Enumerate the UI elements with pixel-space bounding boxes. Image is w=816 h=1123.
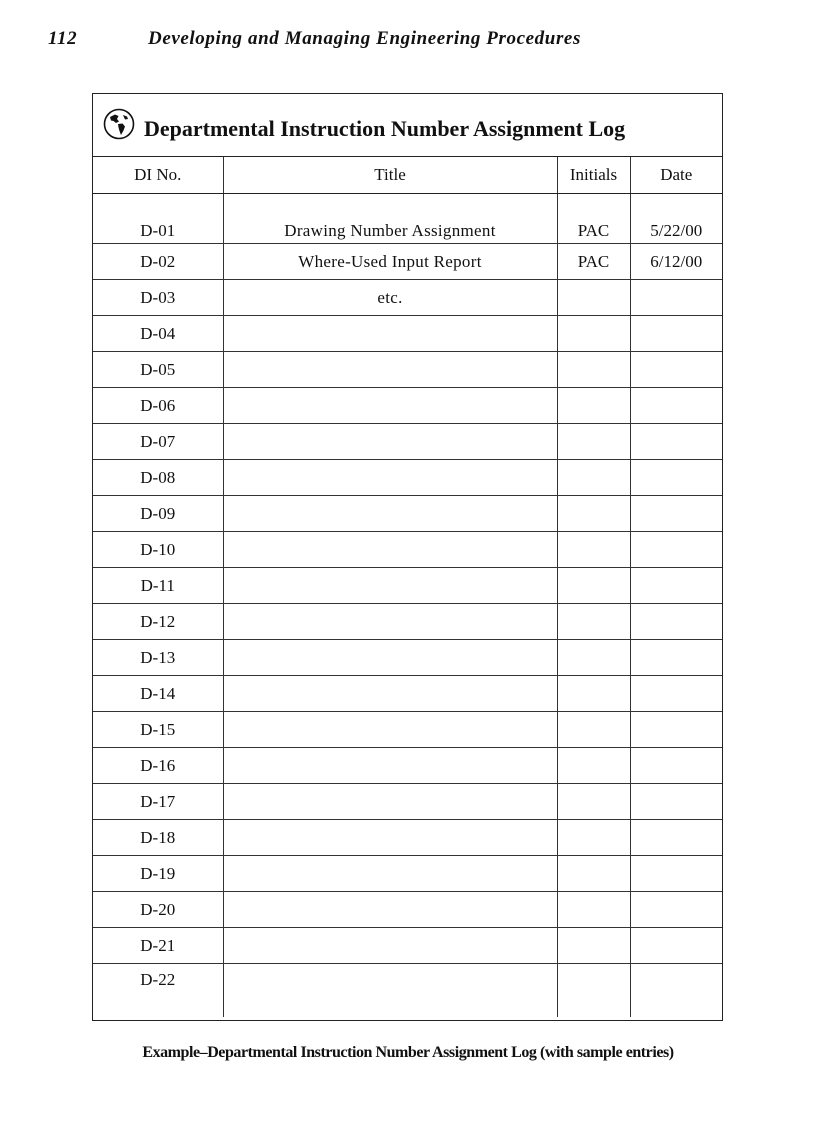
initials-cell [557,604,630,640]
table-row [93,964,722,1018]
date-cell [630,424,722,460]
date-cell [630,892,722,928]
table-header-row [93,157,722,194]
table-row [93,748,722,784]
di-number-cell: D-04 [93,316,223,352]
di-number-cell: D-19 [93,856,223,892]
title-cell [223,892,557,928]
di-number-cell: D-15 [93,712,223,748]
di-number-cell: D-08 [93,460,223,496]
form-title: Departmental Instruction Number Assignment Log [144,116,626,141]
initials-cell: PAC [557,244,630,280]
table-row [93,388,722,424]
title-cell: Drawing Number Assignment [223,194,557,244]
initials-cell [557,568,630,604]
di-number-cell: D-11 [93,568,223,604]
initials-cell [557,640,630,676]
title-cell [223,604,557,640]
page-number: 112 [48,28,78,49]
title-cell [223,424,557,460]
di-number-cell: D-21 [93,928,223,964]
table-row [93,604,722,640]
table-row [93,856,722,892]
table-row [93,194,722,244]
table-row [93,352,722,388]
table-row [93,820,722,856]
table-row [93,280,722,316]
initials-cell [557,892,630,928]
title-cell [223,316,557,352]
date-cell: 5/22/00 [630,194,722,244]
title-cell [223,496,557,532]
initials-cell [557,460,630,496]
figure-caption: Example–Departmental Instruction Number Assignment Log (with sample entries) [142,1044,674,1061]
date-cell [630,964,722,1018]
initials-cell [557,712,630,748]
di-number-cell: D-22 [93,964,223,1018]
title-cell [223,928,557,964]
date-cell [630,568,722,604]
initials-cell [557,352,630,388]
di-number-cell: D-02 [93,244,223,280]
date-cell [630,928,722,964]
title-cell [223,640,557,676]
initials-cell [557,424,630,460]
initials-cell [557,532,630,568]
date-cell [630,820,722,856]
table-row [93,316,722,352]
di-number-cell: D-12 [93,604,223,640]
initials-cell [557,928,630,964]
di-number-cell: D-10 [93,532,223,568]
initials-cell [557,316,630,352]
title-cell [223,964,557,1018]
table-row [93,640,722,676]
title-cell [223,676,557,712]
table-row [93,676,722,712]
table-row [93,532,722,568]
form-header [93,94,722,157]
di-number-cell: D-18 [93,820,223,856]
initials-cell [557,964,630,1018]
table-body [93,194,722,1018]
table-row [93,496,722,532]
title-cell [223,352,557,388]
assignment-log-table [93,157,722,1017]
table-row [93,424,722,460]
title-cell [223,712,557,748]
column-header-date: Date [630,157,722,194]
di-number-cell: D-09 [93,496,223,532]
date-cell [630,784,722,820]
title-cell [223,820,557,856]
di-number-cell: D-01 [93,194,223,244]
di-number-cell: D-05 [93,352,223,388]
initials-cell: PAC [557,194,630,244]
title-cell [223,568,557,604]
di-number-cell: D-14 [93,676,223,712]
di-number-cell: D-17 [93,784,223,820]
di-number-cell: D-16 [93,748,223,784]
date-cell [630,640,722,676]
initials-cell [557,748,630,784]
running-head [48,28,581,50]
title-cell: etc. [223,280,557,316]
column-header-title: Title [223,157,557,194]
title-cell [223,532,557,568]
book-title: Developing and Managing Engineering Procedures [148,28,581,49]
date-cell [630,496,722,532]
column-header-di-no: DI No. [93,157,223,194]
date-cell [630,676,722,712]
di-number-cell: D-13 [93,640,223,676]
di-number-cell: D-07 [93,424,223,460]
di-number-cell: D-06 [93,388,223,424]
initials-cell [557,856,630,892]
table-row [93,928,722,964]
table-row [93,244,722,280]
initials-cell [557,496,630,532]
date-cell: 6/12/00 [630,244,722,280]
table-row [93,568,722,604]
date-cell [630,388,722,424]
initials-cell [557,820,630,856]
initials-cell [557,676,630,712]
title-cell [223,784,557,820]
date-cell [630,352,722,388]
table-row [93,712,722,748]
table-row [93,892,722,928]
table-row [93,460,722,496]
di-number-cell: D-03 [93,280,223,316]
date-cell [630,712,722,748]
globe-icon [103,108,135,140]
title-cell: Where-Used Input Report [223,244,557,280]
column-header-initials: Initials [557,157,630,194]
table-row [93,784,722,820]
initials-cell [557,280,630,316]
initials-cell [557,784,630,820]
assignment-log-form [92,93,723,1021]
date-cell [630,460,722,496]
title-cell [223,856,557,892]
di-number-cell: D-20 [93,892,223,928]
date-cell [630,748,722,784]
date-cell [630,316,722,352]
title-cell [223,388,557,424]
date-cell [630,604,722,640]
title-cell [223,748,557,784]
title-cell [223,460,557,496]
date-cell [630,856,722,892]
initials-cell [557,388,630,424]
date-cell [630,280,722,316]
date-cell [630,532,722,568]
